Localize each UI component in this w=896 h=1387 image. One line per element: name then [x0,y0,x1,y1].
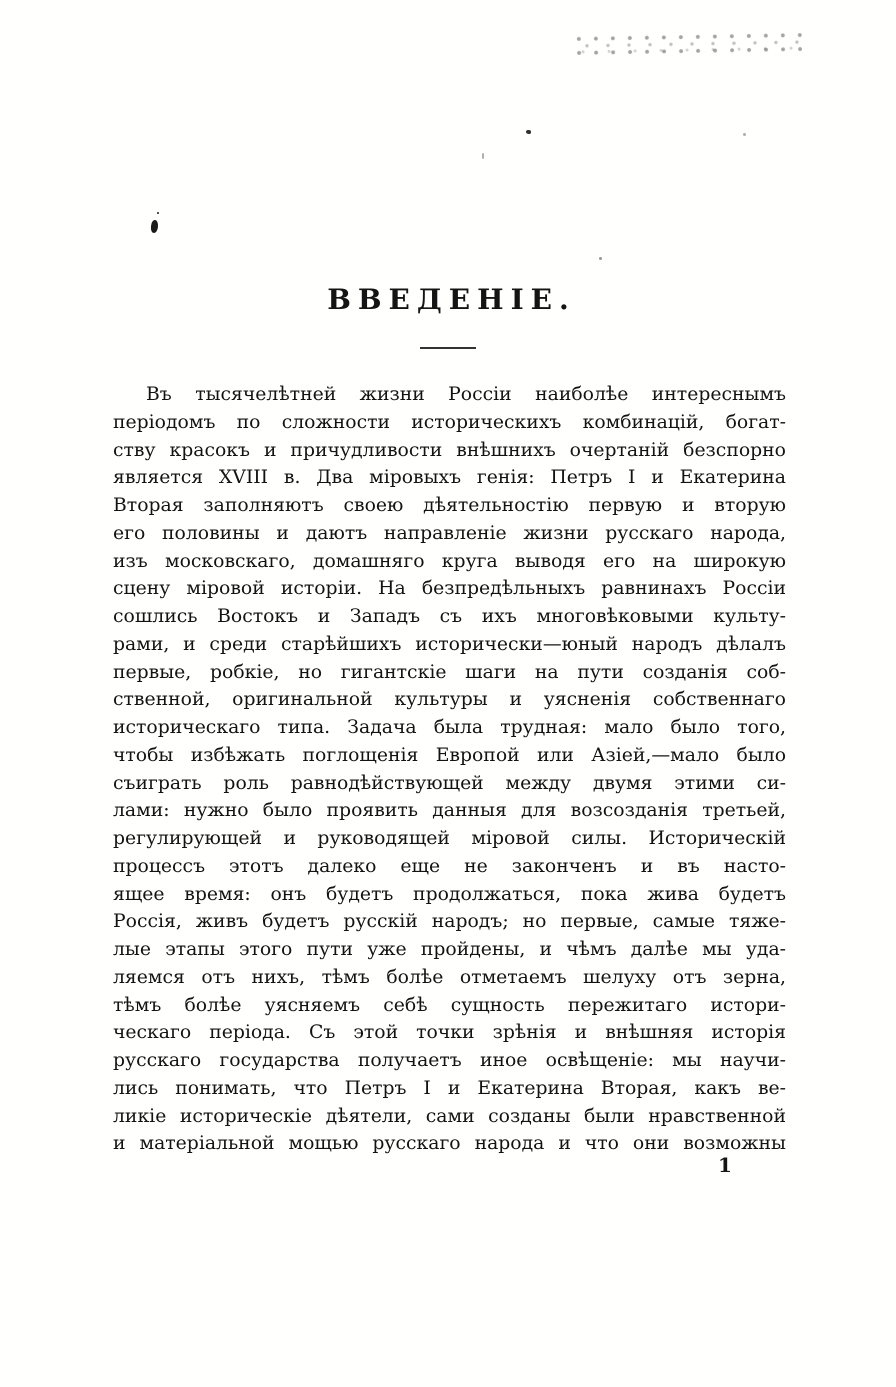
text-line: первые, робкіе, но гигантскіе шаги на пути созданія соб- [113,661,786,683]
text-line: лые этапы этого пути уже пройдены, и чѣмъ далѣе мы уда- [113,939,786,960]
chapter-title: ВВЕДЕНІЕ. [327,283,576,316]
text-line: его половины и даютъ направленіе жизни русскаго народа, [113,522,786,544]
text-line: русскаго государства получаетъ иное освѣщеніе: мы научи- [113,1050,786,1071]
text-line: изъ московскаго, домашняго круга выводя его на широкую [113,550,786,572]
text-line: сцену міровой исторіи. На безпредѣльныхъ равнинахъ Россіи [113,578,786,600]
text-line: регулирующей и руководящей міровой силы. Историческій [113,828,786,849]
text-line: тѣмъ болѣе уясняемъ себѣ сущность пережитаго истори- [113,994,786,1016]
text-line: ству красокъ и причудливости внѣшнихъ очертаній безспорно [113,439,786,461]
text-line: историческаго типа. Задача была трудная: мало было того, [113,717,786,738]
text-line: Россія, живъ будетъ русскій народъ; но первые, самые тяже- [113,911,786,933]
text-line: ственной, оригинальной культуры и уясненія собственнаго [113,689,786,711]
ink-speck [150,220,159,234]
page-number: 1 [718,1153,732,1177]
text-line: лами: нужно было проявить данныя для возсозданія третьей, [113,800,786,822]
text-line: чтобы избѣжать поглощенія Европой или Азіей,—мало было [113,744,786,766]
text-line: и матеріальной мощью русскаго народа и что они возможны [113,1133,786,1155]
title-divider-rule [420,347,476,349]
text-line: ликіе историческіе дѣятели, сами созданы были нравственной [113,1105,786,1127]
ink-speck [599,257,602,260]
text-line: лись понимать, что Петръ I и Екатерина Вторая, какъ ве- [113,1077,786,1099]
text-line: Вторая заполняютъ своею дѣятельностію первую и вторую [113,495,786,516]
ink-speck [157,212,159,214]
text-line: рами, и среди старѣйшихъ исторически—юный народъ дѣлалъ [113,633,786,655]
text-line: ляемся отъ нихъ, тѣмъ болѣе отметаемъ шелуху отъ зерна, [113,966,786,988]
text-line: сошлись Востокъ и Западъ съ ихъ многовѣковыми культу- [113,606,786,627]
text-line: ящее время: онъ будетъ продолжаться, пока жива будетъ [113,883,786,905]
text-line: Въ тысячелѣтней жизни Россіи наиболѣе интереснымъ [146,384,786,405]
text-line: періодомъ по сложности историческихъ комбинацій, богат- [113,411,786,433]
ink-speck [743,133,746,136]
perforated-stamp-marks [576,31,802,61]
text-line: процессъ этотъ далеко еще не законченъ и въ насто- [113,855,786,877]
text-line: съиграть роль равнодѣйствующей между двумя этими си- [113,772,786,794]
body-text [113,381,786,1158]
text-line: ческаго періода. Съ этой точки зрѣнія и внѣшняя исторія [113,1022,786,1044]
ink-speck [482,153,484,159]
text-line: является XVIII в. Два міровыхъ генія: Петръ I и Екатерина [113,467,786,489]
ink-speck [526,130,531,134]
